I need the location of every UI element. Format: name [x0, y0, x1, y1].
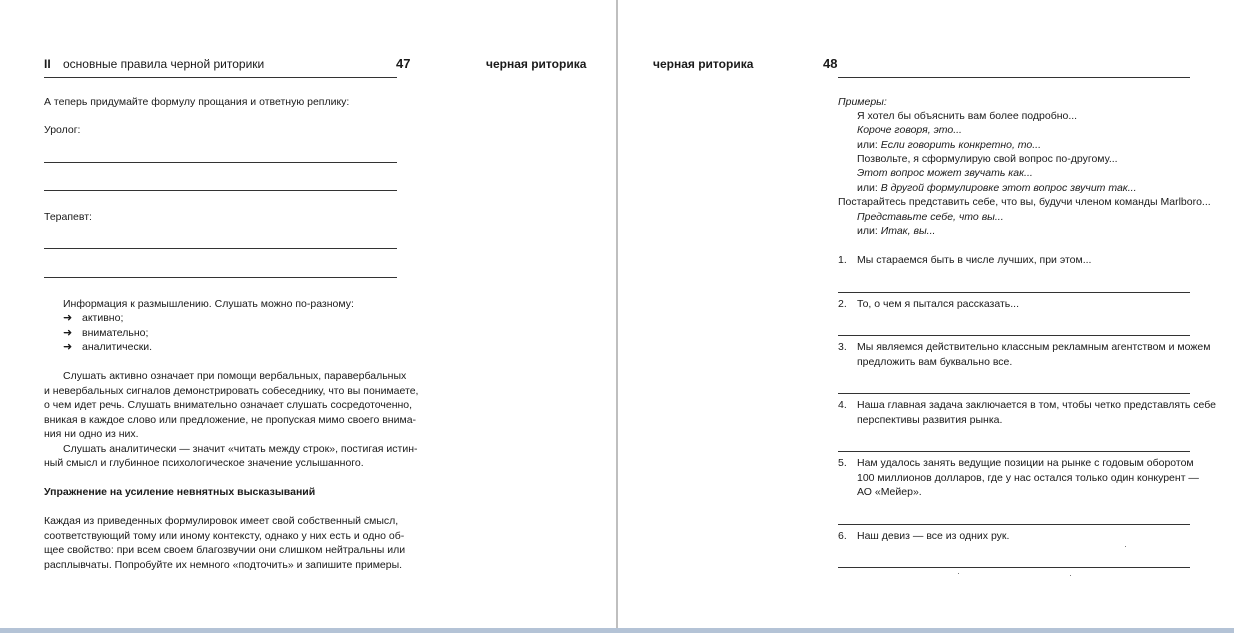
- example-text: Если говорить конкретно, то...: [880, 139, 1042, 151]
- examples-label: Примеры:: [838, 96, 887, 108]
- book-title-left: черная риторика: [486, 57, 587, 71]
- intro-text: А теперь придумайте формулу прощания и ответную реплику:: [44, 96, 350, 108]
- item-number: 2.: [838, 298, 847, 310]
- example-line: Позвольте, я сформулирую свой вопрос по-другому...: [857, 153, 1118, 165]
- paragraph-line: вникая в каждое слово или предложение, не пропуская мимо своего внима-: [44, 414, 417, 426]
- paragraph-line: ный смысл и глубинное психологическое значение услышанного.: [44, 457, 364, 469]
- answer-line: [44, 190, 397, 191]
- item-text: 100 миллионов долларов, где у нас остался только один конкурент —: [857, 472, 1199, 484]
- answer-line: [838, 524, 1190, 525]
- item-number: 4.: [838, 399, 847, 411]
- paragraph-line: расплывчаты. Попробуйте их немного «подточить» и запишите примеры.: [44, 559, 403, 571]
- item-text: То, о чем я пытался рассказать...: [857, 298, 1019, 310]
- running-title-left: основные правила черной риторики: [63, 57, 265, 71]
- marlboro-line: Постарайтесь представить себе, что вы, будучи членом команды Marlboro...: [838, 196, 1211, 208]
- paragraph-line: и невербальных сигналов демонстрировать собеседнику, что вы понимаете,: [44, 385, 419, 397]
- exercise-heading: Упражнение на усиление невнятных высказываний: [44, 486, 316, 498]
- left-page: [0, 0, 616, 633]
- paragraph-line: соответствующий тому или иному контексту, однако у них есть и одно об-: [44, 530, 405, 542]
- right-page: [618, 0, 1234, 633]
- example-line: [857, 181, 1137, 196]
- answer-line: [838, 567, 1190, 568]
- example-line: Я хотел бы объяснить вам более подробно...: [857, 110, 1078, 122]
- answer-line: [838, 335, 1190, 336]
- paragraph-line: Слушать активно означает при помощи вербальных, паравербальных: [63, 370, 407, 382]
- item-text: АО «Мейер».: [857, 486, 922, 498]
- paragraph-line: Слушать аналитически — значит «читать между строк», постигая истин-: [63, 443, 418, 455]
- item-text: перспективы развития рынка.: [857, 414, 1003, 426]
- example-line: Этот вопрос может звучать как...: [857, 167, 1033, 179]
- answer-line: [838, 393, 1190, 394]
- item-number: 1.: [838, 254, 847, 266]
- bullet-item: аналитически.: [82, 341, 153, 353]
- answer-line: [44, 248, 397, 249]
- paragraph-line: ния ни одно из них.: [44, 428, 139, 440]
- info-intro: Информация к размышлению. Слушать можно по-разному:: [63, 298, 354, 310]
- section-marker: II: [44, 57, 51, 71]
- answer-line: [44, 277, 397, 278]
- scan-speck: [958, 573, 959, 574]
- answer-line: [44, 162, 397, 163]
- scan-speck: [1070, 575, 1071, 576]
- header-rule-right: [838, 77, 1190, 78]
- answer-line: [838, 451, 1190, 452]
- header-rule-left: [44, 77, 397, 78]
- example-line: Короче говоря, это...: [857, 124, 962, 136]
- item-number: 5.: [838, 457, 847, 469]
- paragraph-line: о чем идет речь. Слушать внимательно означает слушать сосредоточенно,: [44, 399, 413, 411]
- example-line: [857, 224, 935, 239]
- item-text: Наша главная задача заключается в том, чтобы четко представлять себе: [857, 399, 1216, 411]
- example-prefix: или:: [857, 225, 881, 237]
- bullet-item: активно;: [82, 312, 124, 324]
- example-prefix: или:: [857, 139, 881, 151]
- item-text: Нам удалось занять ведущие позиции на рынке с годовым оборотом: [857, 457, 1194, 469]
- paragraph-line: Каждая из приведенных формулировок имеет свой собственный смысл,: [44, 515, 399, 527]
- example-text: В другой формулировке этот вопрос звучит так...: [880, 182, 1137, 194]
- paragraph-line: щее свойство: при всем своем благозвучии они слишком нейтральны или: [44, 544, 406, 556]
- viewer-bottom-border: [0, 628, 1234, 633]
- item-number: 3.: [838, 341, 847, 353]
- example-text: Итак, вы...: [880, 225, 936, 237]
- arrow-bullet-icon: ➜: [63, 341, 73, 353]
- running-title-right: черная риторика: [653, 57, 754, 71]
- answer-line: [838, 292, 1190, 293]
- item-number: 6.: [838, 530, 847, 542]
- arrow-bullet-icon: ➜: [63, 327, 73, 339]
- arrow-bullet-icon: ➜: [63, 312, 73, 324]
- item-text: Мы являемся действительно классным рекламным агентством и можем: [857, 341, 1211, 353]
- item-text: Наш девиз — все из одних рук.: [857, 530, 1010, 542]
- label-urolog: Уролог:: [44, 124, 81, 136]
- example-line: Представьте себе, что вы...: [857, 211, 1004, 223]
- example-line: [857, 138, 1041, 153]
- label-therapist: Терапевт:: [44, 211, 92, 223]
- bullet-item: внимательно;: [82, 327, 149, 339]
- item-text: Мы стараемся быть в числе лучших, при этом...: [857, 254, 1092, 266]
- scan-speck: [1125, 546, 1126, 547]
- item-text: предложить вам буквально все.: [857, 356, 1013, 368]
- page-number-right: 48: [823, 56, 838, 71]
- page-number-left: 47: [396, 56, 411, 71]
- example-prefix: или:: [857, 182, 881, 194]
